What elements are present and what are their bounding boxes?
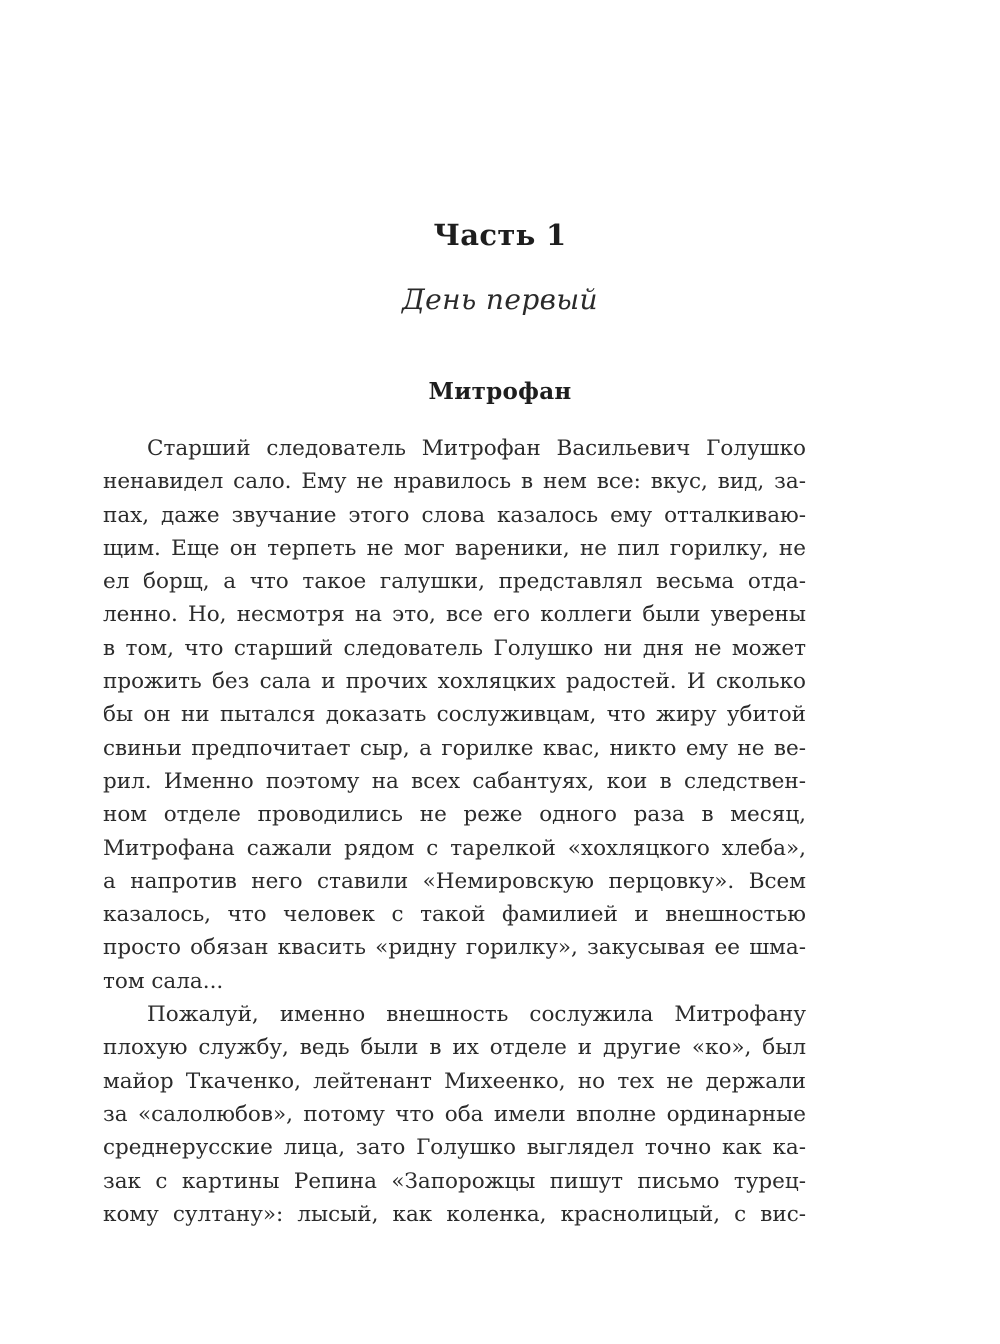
text-line: свиньи предпочитает сыр, а горилке квас, никто ему не ве-: [103, 735, 806, 761]
text-line: Пожалуй, именно внешность сослужила Митрофану: [147, 1002, 806, 1028]
text-line: бы он ни пытался доказать сослуживцам, что жиру убитой: [103, 702, 806, 728]
chapter-title: Митрофан: [428, 378, 572, 405]
text-line: в том, что старший следователь Голушко ни дня не может: [103, 635, 806, 661]
text-line: том сала...: [103, 968, 224, 994]
part-title: Часть 1: [433, 218, 567, 252]
text-line: зак с картины Репина «Запорожцы пишут письмо турец-: [103, 1168, 806, 1194]
text-line: за «салолюбов», потому что оба имели вполне ординарные: [103, 1101, 806, 1127]
text-line: ненавидел сало. Ему не нравилось в нем все: вкус, вид, за-: [103, 469, 806, 495]
text-line: казалось, что человек с такой фамилией и внешностью: [103, 902, 806, 928]
part-subtitle: День первый: [402, 283, 598, 316]
text-line: Митрофана сажали рядом с тарелкой «хохляцкого хлеба»,: [103, 835, 806, 861]
text-line: пах, даже звучание этого слова казалось ему отталкиваю-: [103, 502, 806, 528]
text-line: Старший следователь Митрофан Васильевич Голушко: [147, 436, 806, 461]
text-line: прожить без сала и прочих хохляцких радостей. И сколько: [103, 669, 806, 695]
paragraph-1: [103, 432, 806, 998]
text-line: плохую службу, ведь были в их отделе и другие «ко», был: [103, 1035, 806, 1061]
text-line: щим. Еще он терпеть не мог вареники, не пил горилку, не: [103, 535, 806, 561]
text-line: кому султану»: лысый, как коленка, краснолицый, с вис-: [103, 1201, 806, 1227]
text-line: просто обязан квасить «ридну горилку», закусывая ее шма-: [103, 935, 806, 961]
body-text: [103, 432, 806, 1231]
text-line: а напротив него ставили «Немировскую перцовку». Всем: [103, 868, 806, 894]
paragraph-2: [103, 998, 806, 1231]
text-line: рил. Именно поэтому на всех сабантуях, кои в следствен-: [103, 768, 806, 794]
text-line: среднерусские лица, зато Голушко выглядел точно как ка-: [103, 1135, 806, 1161]
text-line: ел борщ, а что такое галушки, представлял весьма отда-: [103, 569, 806, 595]
text-line: ном отделе проводились не реже одного раза в месяц,: [103, 802, 806, 828]
text-line: майор Ткаченко, лейтенант Михеенко, но тех не держали: [103, 1068, 806, 1094]
text-line: ленно. Но, несмотря на это, все его коллеги были уверены: [103, 602, 806, 628]
